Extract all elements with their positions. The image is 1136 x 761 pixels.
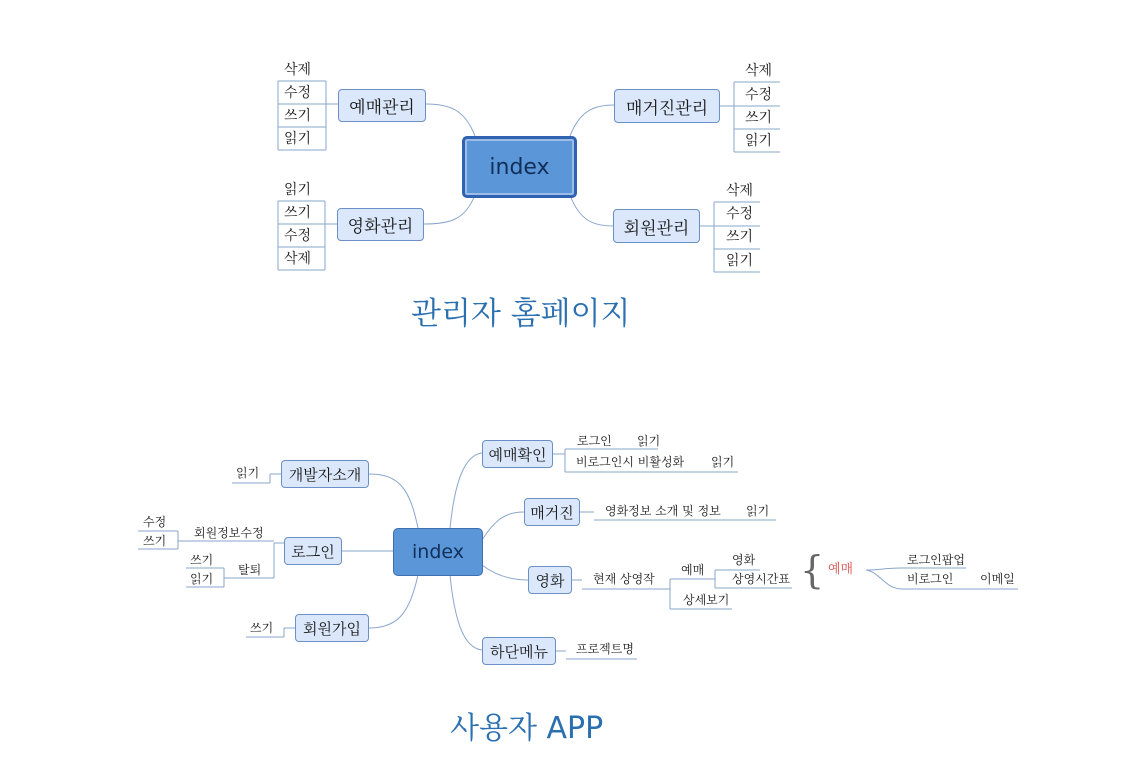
- app-node-join[interactable]: 회원가입: [295, 614, 369, 642]
- admin-member-leaf-2: 수정: [726, 206, 754, 222]
- admin-member-leaf-1: 삭제: [726, 183, 754, 199]
- admin-reserve-leaf-3: 쓰기: [284, 108, 312, 124]
- app-root-node[interactable]: index: [393, 528, 483, 576]
- app-movie-brace: {: [800, 548, 825, 592]
- admin-node-magazine[interactable]: 매거진관리: [614, 89, 720, 123]
- app-reservecheck-login-leaf: 읽기: [637, 434, 661, 448]
- app-movie-reserve: 예매: [681, 563, 705, 577]
- app-login-leave: 탈퇴: [238, 563, 262, 577]
- app-node-movie[interactable]: 영화: [528, 566, 572, 594]
- app-login-edit-leaf-2: 쓰기: [143, 534, 167, 548]
- admin-node-member[interactable]: 회원관리: [613, 209, 700, 243]
- admin-root-node[interactable]: index: [462, 136, 577, 198]
- app-reservecheck-nologin-leaf: 읽기: [711, 455, 735, 469]
- admin-member-leaf-3: 쓰기: [726, 229, 754, 245]
- app-node-dev[interactable]: 개발자소개: [281, 460, 369, 488]
- admin-movie-leaf-3: 수정: [284, 228, 312, 244]
- app-movie-email: 이메일: [980, 572, 1015, 586]
- app-node-reservecheck[interactable]: 예매확인: [482, 440, 553, 468]
- admin-magazine-leaf-4: 읽기: [745, 133, 773, 149]
- admin-node-reserve[interactable]: 예매관리: [338, 89, 426, 122]
- app-node-login[interactable]: 로그인: [284, 537, 342, 565]
- admin-caption: 관리자 홈페이지: [411, 296, 631, 332]
- app-movie-movie-item: 영화: [732, 553, 756, 567]
- app-bottom-leaf: 프로젝트명: [576, 642, 634, 656]
- app-movie-detail: 상세보기: [683, 593, 730, 607]
- app-reservecheck-nologin: 비로그인시 비활성화: [576, 455, 685, 469]
- admin-magazine-leaf-2: 수정: [745, 87, 773, 103]
- admin-movie-leaf-4: 삭제: [284, 251, 312, 267]
- admin-reserve-leaf-2: 수정: [284, 85, 312, 101]
- admin-movie-leaf-2: 쓰기: [284, 205, 312, 221]
- admin-node-movie[interactable]: 영화관리: [337, 208, 424, 241]
- app-login-leave-leaf-2: 읽기: [190, 572, 214, 586]
- app-login-edit: 회원정보수정: [194, 526, 264, 540]
- admin-magazine-leaf-3: 쓰기: [745, 110, 773, 126]
- app-movie-schedule: 상영시간표: [732, 572, 790, 586]
- admin-reserve-leaf-4: 읽기: [284, 131, 312, 147]
- app-node-bottom[interactable]: 하단메뉴: [482, 637, 556, 665]
- app-node-magazine[interactable]: 매거진: [524, 498, 580, 526]
- app-caption: 사용자 APP: [450, 711, 604, 746]
- admin-member-leaf-4: 읽기: [726, 253, 754, 269]
- app-movie-reserve-red: 예매: [828, 562, 854, 577]
- app-magazine-leaf: 읽기: [746, 504, 770, 518]
- admin-reserve-leaf-1: 삭제: [284, 62, 312, 78]
- app-join-leaf: 쓰기: [250, 621, 274, 635]
- app-magazine-info: 영화정보 소개 및 정보: [605, 504, 721, 518]
- app-login-leave-leaf-1: 쓰기: [190, 553, 214, 567]
- app-dev-leaf: 읽기: [236, 466, 260, 480]
- app-login-edit-leaf-1: 수정: [143, 515, 167, 529]
- admin-movie-leaf-1: 읽기: [284, 182, 312, 198]
- app-movie-now: 현재 상영작: [593, 572, 655, 586]
- app-movie-nologin: 비로그인: [907, 572, 954, 586]
- admin-magazine-leaf-1: 삭제: [745, 63, 773, 79]
- app-movie-popup: 로그인팝업: [907, 553, 965, 567]
- app-reservecheck-login: 로그인: [577, 434, 612, 448]
